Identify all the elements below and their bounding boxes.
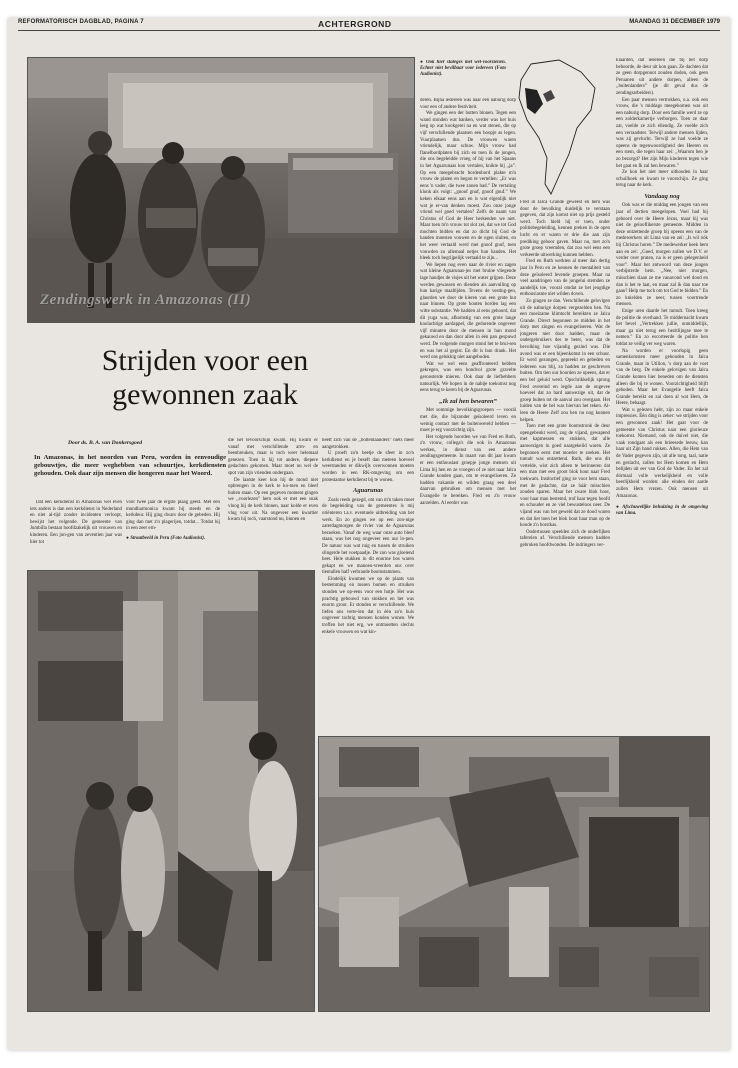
caption-street [126,536,220,542]
headline [40,344,370,412]
column-7-paragraph-3: Ze kon het niet meer uithouden in haar schuilhoek en kwam te voorschijn. Ze ging terug naar de kerk. [616,170,708,189]
column-5-paragraph-3: We liepen nog even naar de rivier en zagen wat kleine Aguarunas-jes met bruine vliegende lage handjes de visjes uit het water grijpen. Deze werden gewassen en dienden als aanvulling op hun karige maaltijden. Tevens de vesting-gen, glaurden we door de kieren van een grote hut naar binnen. Op grote houten borden lag een witte substantie. We hadden al eens gehoord, dat dit yuga was, afkomstig van een grote lange knolachtige aardappel, die gedurende ongeveer vijf minuten door de mensen in hun mond gekauwd en dan door allen in één pan gespuwd werd. De volgende morgen stond het te brui-sen en was het al gegist. En dit is hun drank. Het werd ons gelukkig niet aangeboden. [420,262,516,361]
newspaper-name: REFORMATORISCH DAGBLAD, PAGINA 7 [18,19,144,25]
headline-line-1: Strijden voor een [101,344,309,377]
caption-bullet: ● [616,505,621,511]
lead-paragraph: In Amazonas, in het noorden van Peru, worden in eenvoudige gebouwtjes, die meer weghebben van schuurtjes, kerkdiensten gehouden. Ook daar zijn mensen die hongeren naar het Woord. [34,454,226,477]
column-3-paragraph-2: De laatste keer kon hij de mond niet opbrengen in de kerk te ko-men en bleef buiten staan. Op een gegeven moment gingen we ,,voorlezen” hem ook er met een snak vloog hij de kerk binnen, naar kolde er even vlug voor uit. Na ongeveer een kwartier kwam hij toch, vaarstond nu, binnen en [228,477,318,523]
column-7-paragraph-6: Na worden er voorlopig geen samenkomsten meer gehouden in Jalca Grande, maar in Utilion, 's dorp aan de voet van de berg. De enkele gelovigen van Jalca Grande komen hier beneden om de diensten alleen die bij te wonen. Voorzichtigheid blijft geboden. Maar het Evangelie heeft Jalca Grande bereikt en zal doen al wat Hem, de Heere, behaagt. [616,348,708,407]
column-7-paragraph-5: Enige uren daarde het tumult. Toen kreeg de politie de overhand. Te middernacht kwam het bevel ,,Vertrekken jullie, onmiddellijk, maar ga niet terug een bezitlijngse mee te nemen.” En zo escorteerde de politie hen totdat ze veilig ver weg waren. [616,308,708,347]
column-1 [30,500,122,560]
subhead-aguarunas: Aguarunas [353,487,383,495]
caption-bullet: ● [126,535,129,541]
header-rule [18,30,720,31]
caption-street-text: Straatbeeld in Peru (Foto Audionist). [130,535,206,541]
caption-market [420,60,506,96]
byline: Door ds. B. A. van Donkersgoed [68,440,143,446]
column-7-paragraph-7: Wat u gelezen hebt, zijn zo maar enkele impressies. Één ding is zeker: we strijden voor een gewonnen zaak! Het gaat voor de gemeente van Christus naar een glorieuze toekomst. Niemand, ook de duivel niet, die vaak rondgaat als een brieesede leeuw, kan haar uit Zijn hand rukken. Allen, die Hem van de Vader gegeven zijn, uit alle tong, taal, natie en geslacht, zullen tot Hem komen en Hem belijden uit eer van God de Vader. En het zal dórmaal volle werkelijkheid en volle heerlijkheid worden: alle einden der aarde zullen Hem vrezen. Ook mensen uit Amazonas. [616,407,708,499]
photo-overlay-title: Zendingswerk in Amazonas (II) [40,292,252,308]
south-america-map [511,58,599,196]
column-4-paragraph-4: Eindelijk kwamen we op de plaats van bestemming en tussen bomen en struiken stonden we op-eens voor een hutje. Het was prachtig gebouwd van stokken en het was enorm groot. Er stonden er verschillende. We liefen ons verte-len dat in één zo'n huis ongeveer tachtig mensen konden wonen. We troffen het niet erg, we ontmoetten slechts enkele vrouwen en wat kin- [322,576,414,635]
caption-market-text: Ook hier staleges met wel-voorzienen. Echter niet bevilbaar voor iedereen (Foto Audionist). [420,60,506,78]
column-7-paragraph-1: klaarden, dat iedereen die bij het dorp behoorde, de deur uit kon gaan. Ze dachten dat ze geen dorpgenoot zouden doden, ook geen Peruanen uit andere dorpen, alleen de ,,buitenlanders” (je dit geval dus de zendingsarbeiders). [616,58,708,96]
column-1-paragraph: Dat een kerkdienst in Amazonas wel even iets anders is dan een kerkdienst in Nederland en niet al-tijd zonder incidenten verloopt, bewijst het volgende. De gemeente van Jumbilla bestaat hoofdzakelijk uit vrouwen en kinderen. Een jon-gen van zeventien jaar was hier tot [30,500,122,545]
subhead-bewaren: „Ik zal hen bewaren” [439,397,497,405]
photo-street [27,570,315,1012]
issue-date: MAANDAG 31 DECEMBER 1979 [629,19,720,25]
column-7 [616,58,708,726]
column-3 [228,438,318,566]
column-6 [520,200,610,730]
column-5-paragraph-5: Met sommige bevolkingsgroepen — voorál met die, die bijzonder geïsoleerd leven en weinig contact met de buitenwereld hebben — moet je erg voorzichtig zijn. [420,408,516,434]
photo-shanty [318,736,710,1012]
column-5-paragraph-1: deren. Bijna iedereen was naar een naburig dorp voor een of andere festiviteit. [420,98,516,110]
caption-shanty [616,505,708,517]
headline-line-2: gewonnen zaak [112,378,298,411]
column-6-paragraph-1: Fred in Jalca Grande geweest en hem was door de bevolking duidelijk te verstaan gegeven, dat zijn komst niet op prijs gesteld werd. Toch hield hij er toen, onder politiebegeleiding, kennen preken in de open lucht en er waren er drie die aan zijn prediking gehoor gaven. Maar nu, met zo'n grote groep vreemden, dat zou wel eens een verkeerde uitwerking kunnen hebben. [520,200,610,258]
column-2-paragraph: voor twee jaar de ergste plaag geest. Met een mondharmonica kwam hij steeds en de kerkdeur. Hij ging dwars door de gebeden. Hij ging dan met z'n plagerijen, totdat... Totdat hij in een zeer ern- [126,500,220,532]
column-6-paragraph-3: Zo gingen ze dan. Verschillende gelovigen uit de naburige dorpen vergezelden hen. Na een moeizame klimtocht bereikten ze Jalca Grande. Direct begonnen ze midden in het dorp met zingen en evangeliseren. Wat de jongeren niet door hadden, maar de ondergebruikers des te beter, was dat de bevolking hoe vijandig gezind was. Die avond was er een bijeenkomst in een schuur. Er werd gezongen, gepreekt en gebeden en iedereen was blij, zo hadden ze geschreven buiten. Om tien uur hoorden ze opeens, dat er een bel geluid werd. Opschrikkelijk sprong Fred overeind en legde aan de ongevee hoeveel dat zo hard aanwezige uit, dat de groep buiten tot de aanval zou overgaan. Het luiden van de bel was hiervan het teken. Al-leen de Heere Zelf zou hen nu nog kunnen helpen. [520,298,610,423]
caption-bullet: ● [420,60,424,65]
column-5-paragraph-6: Het volgende hoorden we van Fred en Ruth, z'n vrouw, collega's die ook in Amazonas werken, in dienst van een andere zendingsgemeente. In maart van dit jaar kwam er een enthousiast groepje jonge mensen uit Lima bij hen en ze vroegen of ze niet naar Jalca Grande konden gaan, om te evangeliseren. Ze hadden vakantie en wilden graag een deel daarvan gebruiken om mensen met het Evangelie te bereiken. Fred en z'n vrouw aarzelden. Al eerder was [420,434,516,506]
caption-shanty-text: Afschuwelijke behuizing in de omgeving van Lima. [616,505,708,517]
column-7-paragraph-2: Een paar mensen vertrokken, o.a. ook een vrouw, die 's middags meegekomen was uit een naburig dorp. Door een familie werd ze op een zolderkamertje verborgen. Toen ze daar zat, voelde ze zich ellendig. Ze voelde zich een verraadster. Terwijl andere mensen lijden, was zij gevlucht. Terwijl ze had voelde ze opeens de tegenwoordigheid des Heeren en een stem, die tegen haar zei: ,,Waarom ben je zo bezorgd? Het zijn Mijn kinderen tegen wie het gaat en Ik zal hen bewaren.” [616,97,708,169]
column-5 [420,98,516,568]
subhead-vandaag-nog: Vandaag nog [644,192,680,200]
column-2 [126,500,220,560]
column-4-paragraph-3: Zoals reeds gezegd, om van m'n taken moet de begeleiding van de gemeentes is mij oriënteren t.a.v. eventuele uitbreiding van het werk. En zo gingen we op een zon-nige zaterdagmorgen de rivier van de Aguarunas bezoeken. Vanaf de weg waar onze auto bleef staan, was het nog ongeveer een uur lo-pen. De natuur was wat ruig en tussen de struiken slingerde het voetpaadje. De zon was gloeiend heet. Hele stukken in dit enorme bos waren gekapt en we manoeu-vreerden ons over tientallen half verbrande boomstammen. [322,497,414,576]
section-title: ACHTERGROND [318,19,392,29]
column-4-paragraph-1: heeft zich van de ,,boltentaanders” niets meer aangetrokken. [322,438,414,450]
column-5-paragraph-2: We gingen een der hutten binnen. Tegen een wand stonden wat banken, verder was het huis leeg op wat kookgerei na en wat stenen, die op vijf verschillende plaatsen een hoopje as legen. Vuurplaatsen dus. De vrouwen waren vriendelijk, maar schuw. Mijn vrouw had flanelbordplaten bij zich en toen ik de jongen, die ons begeleidde vroeg of hij van het Spaans in het Aguarunaas kon vertalen, knikte hij ,,ja”. Op een meegebracht bordenbord plakte m'n vrouw de platen en begon te vertellen: ,,Er was eens 'n vader, die twee zonen had.” De vertaling klonk als volgt: ,,gnoof gnuf, gnoof gnuf.” We keken elkaar eens aan en is wat eigenlijk niet wat je er-van denken moest. Zou onze jonge vriend wel goed vertalen? Zelfs de naam van Christus of God de Heer herkenden we niet. Maar toen m'n vrouw tot slot zei, dat we tot God mochten bidden en dat zo dicht bij God de handen moesten vouwen en de ogen sluiten, en het weer vertaald werd met gnoof gnuf, toen vouwden zo allemaal netjes hun handen. Het bleek toch begrijpelijk vertaald te zijn... [420,111,516,262]
photo-market [27,57,415,323]
column-4-paragraph-2: U proeft zo'n beetje de sfeer in zo'n kerkdienst en je beseft dan meteen hoeveel weerstanden er dikwijls overwonnen moeten worden in een RK-omgeving om een protestantse kerkdienst bij te wonen. [322,451,414,483]
column-6-paragraph-4: Toen met een grote boomstronk de deur opengebeukt werd, zog de vijand, gewapend met kapmessen en stokken, dat alle aanwezigen in goed naargekeild waren. Ze begonnen eerst met moeder te zoeken. Het tumult was ontzettend. Ruth, die ons dit vertelde, wist zich alleen te herinneren dat een man met een groot blok hout naar Fred toekwam. Instinctief ging ze voor hem staan, met de gedachte, dat ze háár misschien zouden sparen. Maar het zware blok hout, voor haar man bestemd, trof haar tegen hoofd en schouder en ze viel bewusteloos neer. De vijand was van het geweld dat ze dood waren en dat liet toen het blok hout haar man op de koude z'n borstkas. [520,424,610,529]
column-7-paragraph-4: Ook was er die middag een jongen van een jaar of dertien meegelopen. Voel had hij gehoord over de Heere Jezus, maar hij was niet de gelooflikerste gemeente. Midden in deze ontzettende groep bij opeens een van de medewerkers uit Lima van en zei: ,,Is wil óók bij Christus horen.” De medewerker keek hem aan en zei: ,,Goed, morgen zullen we D.V. er verder over praten, na is er geen gelegenheid voor”. Maar het antwoord van deze jongen verbijsterde hem. ,,Nee, niet morgen, misschien slaan ze me vanavond wel dood en dan is het te laat, en maar zal ik dan naar toe gaan? Help me toch om tot God te bidden.” En zo knielden ze neer, tussen voortrende mensen. [616,203,708,308]
column-6-paragraph-5: Ondertussen speelden zich de onderlijken taferelen af. Verschillende mensen hadden gebroken hoofdwonden. De indringers ver- [520,529,610,548]
column-3-paragraph-1: die het tevoorschijn kwam. Hij kwam er vanaf met verschillende arm- en beenbreuken, maar is toch weer helemaal genezen. Toen is hij tot andere, diepere gedachten gekomen. Maar moet nu wel de spot van zijn vrienden ondergaan. [228,438,318,476]
column-6-paragraph-2: Fred en Ruth werkten al meer dan dertig jaar in Peru en ze kennen de mentaliteit van deze geïsoleerd levende groepen. Maar na veel aandringen van de jongelui stemden ze aandelijk toe, vooral omdat ze het jeugdige enthousiasme niet wilden doven. [520,259,610,298]
column-5-paragraph-4: Wat we wel eens geaffronteerd hebben gekregen, was een hondvol grote gravelte geroosterde mieren. Ook daar de liefhebbers natuurlijk. We hopen in de nabije toekomst nog eens terug te keren bij de Aguarunas. [420,361,516,394]
